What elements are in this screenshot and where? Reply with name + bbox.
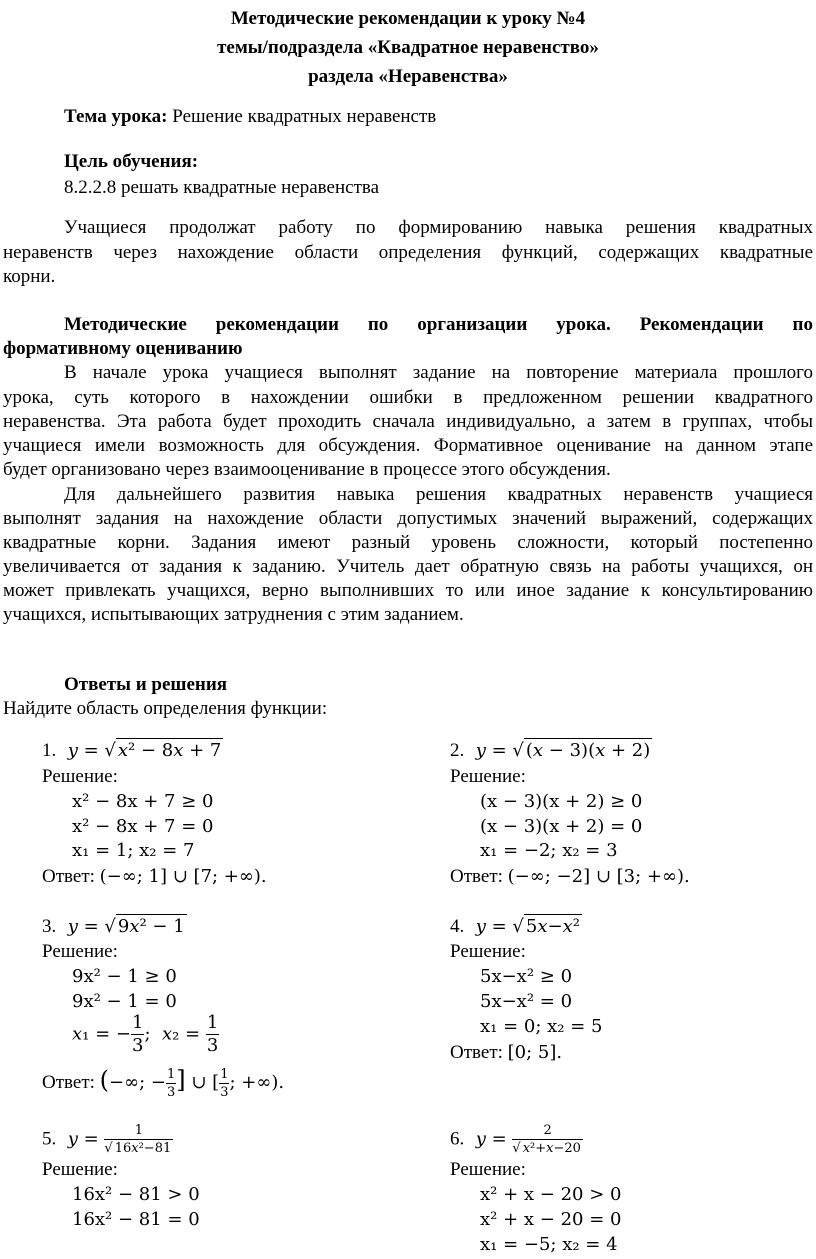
goal-label: Цель обучения: — [64, 151, 199, 172]
item-4-answer — [450, 1038, 562, 1067]
answers-heading: Ответы и решения — [64, 674, 228, 695]
item-1-answer-value: (−∞; 1] ∪ [7; +∞). — [99, 866, 267, 887]
item-4-solution-label: Решение: — [450, 941, 526, 962]
method-heading-line-2: формативному оцениванию — [3, 338, 243, 359]
item-1-number: 1. — [42, 740, 57, 761]
item-5-step-1: 16x² − 81 > 0 — [72, 1184, 200, 1205]
method-para2-line-6: учащихся, испытывающих затруднения с этим заданием. — [3, 604, 464, 625]
item-6-step-3: x₁ = −5; x₂ = 4 — [480, 1234, 618, 1255]
item-4-function: 4. y = √ 5x−x² — [450, 916, 580, 937]
item-2-answer — [450, 862, 690, 891]
item-4-number: 4. — [450, 916, 465, 937]
item-4-answer-value: [0; 5]. — [507, 1042, 563, 1063]
intro-line-2: неравенств через нахождение области определения функций, содержащих квадратные — [3, 242, 813, 263]
method-para2-line-3: квадратные корни. Задания имеют разный уровень сложности, который постепенно — [3, 532, 813, 553]
item-3-function: 3. y = √ 9x² − 1 — [42, 916, 185, 937]
method-para1-line-4: учащиеся имели возможность для обсуждения. Формативное оценивание на данном этапе — [3, 435, 813, 456]
intro-line-1: Учащиеся продолжат работу по формированию навыка решения квадратных — [64, 217, 813, 238]
topic-label: Тема урока: — [64, 106, 168, 127]
item-6-solution-label: Решение: — [450, 1159, 526, 1180]
doc-title-line-3: раздела «Неравенства» — [308, 66, 508, 87]
method-para1-line-1: В начале урока учащиеся выполнят задание на повторение материала прошлого — [64, 362, 813, 383]
doc-title-line-1: Методические рекомендации к уроку №4 — [230, 8, 586, 29]
item-1-solution-label: Решение: — [42, 766, 118, 787]
item-2-function: 2. y = √ (x − 3)(x + 2) — [450, 740, 651, 761]
item-1-answer — [42, 862, 267, 891]
topic-value: Решение квадратных неравенств — [172, 106, 437, 127]
item-3-solution-label: Решение: — [42, 941, 118, 962]
item-5-function: 5. y = $\frac{1}{\text{√ 16x²−81}}$ — [42, 1123, 172, 1156]
item-2-number: 2. — [450, 740, 465, 761]
method-para2-line-5: может привлекать учащихся, верно выполнивших то или иное задание к консультированию — [3, 580, 813, 601]
item-5-solution-label: Решение: — [42, 1159, 118, 1180]
item-4-answer-label: Ответ: — [450, 1042, 503, 1063]
item-2-answer-label: Ответ: — [450, 866, 503, 887]
answers-task: Найдите область определения функции: — [3, 698, 328, 719]
item-3-roots: x₁ = − $\frac{1}{3}$ ; x₂ = $\frac{1}{3}$ — [72, 1012, 219, 1056]
item-2-solution-label: Решение: — [450, 766, 526, 787]
item-6-function: 6. y = $\frac{2}{\text{√ x²+x−20}}$ — [450, 1123, 581, 1156]
item-3-number: 3. — [42, 916, 57, 937]
item-5-number: 5. — [42, 1128, 57, 1150]
method-para2-line-2: выполнят задания на нахождение области допустимых значений выражений, содержащих — [3, 508, 813, 529]
method-heading-line-1: Методические рекомендации по организации урока. Рекомендации по — [64, 314, 813, 335]
item-4-step-3: x₁ = 0; x₂ = 5 — [480, 1016, 603, 1037]
method-para1-line-2: урока, суть которого в нахождении ошибки в предложенном решении квадратного — [3, 387, 813, 408]
topic-line — [64, 102, 436, 131]
item-2-step-3: x₁ = −2; x₂ = 3 — [480, 840, 618, 861]
item-6-step-1: x² + x − 20 > 0 — [480, 1184, 622, 1205]
item-1-answer-label: Ответ: — [42, 866, 95, 887]
item-6-step-2: x² + x − 20 = 0 — [480, 1209, 622, 1230]
item-1-function: 1. y = √ x² − 8x + 7 — [42, 740, 222, 761]
method-para1-line-3: неравенства. Эта работа будет проходить сначала индивидуально, а затем в группах, чтобы — [3, 411, 813, 432]
item-5-step-2: 16x² − 81 = 0 — [72, 1209, 200, 1230]
item-1-step-1: x² − 8x + 7 ≥ 0 — [72, 791, 214, 812]
method-para1-line-5: будет организовано через взаимооценивание в процессе этого обсуждения. — [3, 459, 611, 480]
item-6-number: 6. — [450, 1128, 465, 1150]
item-3-answer: Ответ: (−∞; − $\frac{1}{3}$ ] ∪ [ $\frac{1}{3}$ ; +∞). — [42, 1066, 285, 1100]
item-4-step-2: 5x−x² = 0 — [480, 991, 573, 1012]
goal-value: 8.2.2.8 решать квадратные неравенства — [64, 177, 380, 198]
doc-title-line-2: темы/подраздела «Квадратное неравенство» — [217, 37, 599, 58]
item-2-answer-value: (−∞; −2] ∪ [3; +∞). — [507, 866, 690, 887]
item-3-answer-label: Ответ: — [42, 1072, 95, 1093]
item-2-step-2: (x − 3)(x + 2) = 0 — [480, 816, 643, 837]
method-para2-line-1: Для дальнейшего развития навыка решения квадратных неравенств учащиеся — [64, 484, 813, 505]
item-1-step-2: x² − 8x + 7 = 0 — [72, 816, 214, 837]
item-4-step-1: 5x−x² ≥ 0 — [480, 966, 573, 987]
intro-line-3: корни. — [3, 266, 56, 287]
method-para2-line-4: увеличивается от задания к заданию. Учитель дает обратную связь на работы учащихся, он — [3, 556, 813, 577]
item-1-step-3: x₁ = 1; x₂ = 7 — [72, 840, 195, 861]
item-2-step-1: (x − 3)(x + 2) ≥ 0 — [480, 791, 643, 812]
item-3-step-1: 9x² − 1 ≥ 0 — [72, 966, 177, 987]
item-3-step-2: 9x² − 1 = 0 — [72, 991, 177, 1012]
